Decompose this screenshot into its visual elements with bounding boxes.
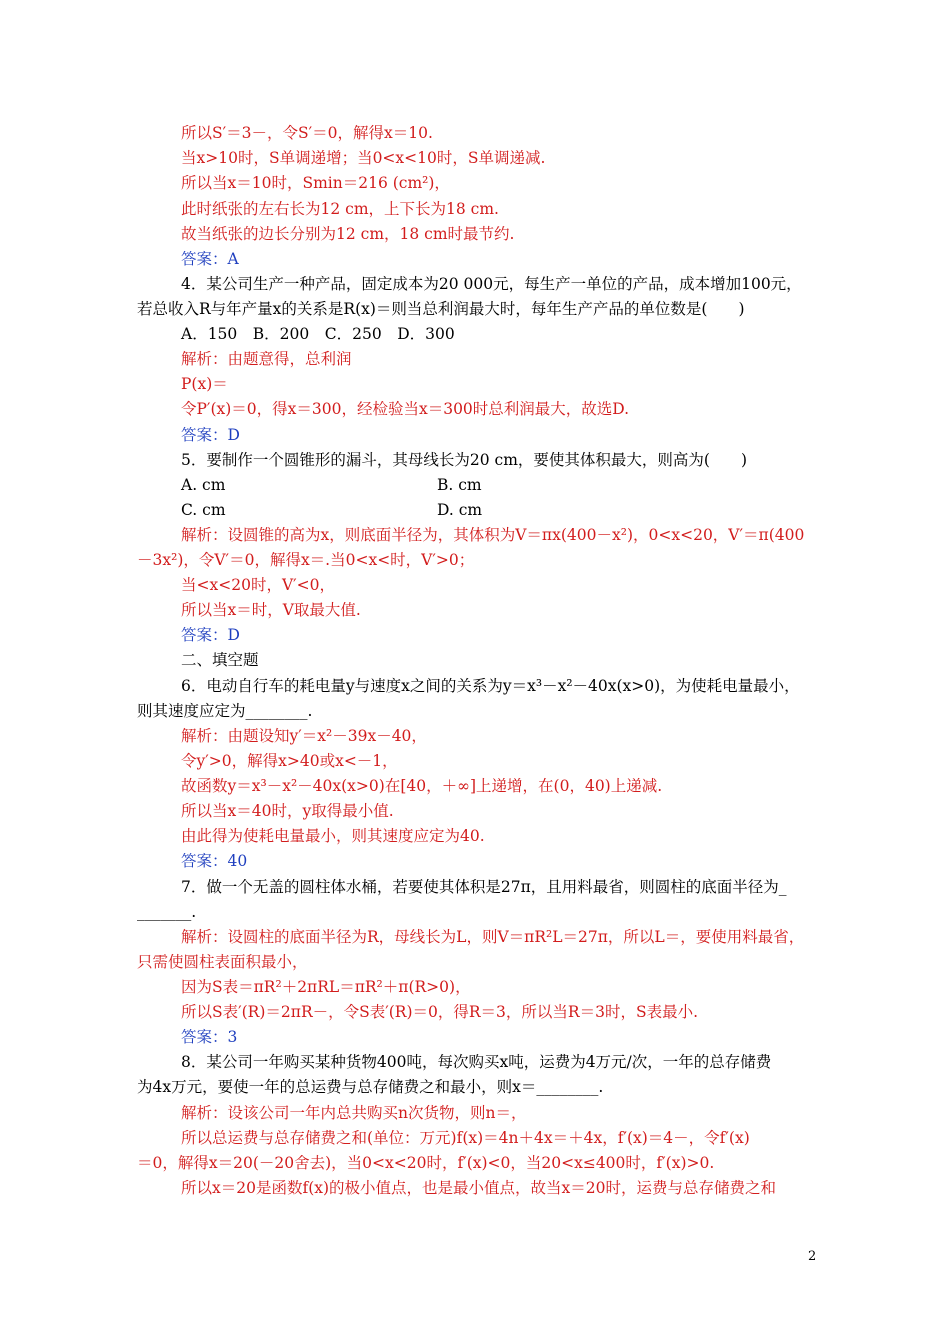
text-line: 当x>10时，S单调递增；当0<x<10时，S单调递减. xyxy=(181,149,546,167)
text-line: 解析：设圆柱的底面半径为R，母线长为L，则V＝πR²L＝27π，所以L＝，要使用料最省， xyxy=(181,928,805,946)
page-number: 2 xyxy=(808,1249,817,1264)
text-line: 此时纸张的左右长为12 cm，上下长为18 cm. xyxy=(181,200,499,218)
text-line: P(x)＝ xyxy=(181,375,228,393)
answer-line: 答案：3 xyxy=(181,1028,238,1046)
question-line: 4．某公司生产一种产品，固定成本为20 000元，每生产一单位的产品，成本增加100元， xyxy=(181,275,802,293)
question-line: 6．电动自行车的耗电量y与速度x之间的关系为y＝x³－x²－40x(x>0)，为使耗电量最小， xyxy=(181,677,800,695)
text-line: 当<x<20时，V′<0， xyxy=(181,576,336,594)
question-line: 为4x万元，要使一年的总运费与总存储费之和最小，则x＝________. xyxy=(137,1078,604,1096)
options-line: A．150 B．200 C．250 D．300 xyxy=(181,325,455,343)
text-line: ＝0，解得x＝20(－20舍去)，当0<x<20时，f′(x)<0，当20<x≤400时，f′(x)>0. xyxy=(137,1154,715,1172)
text-line: 只需使圆柱表面积最小， xyxy=(137,953,308,971)
answer-line: 答案：40 xyxy=(181,852,248,870)
section-heading: 二、填空题 xyxy=(181,651,259,669)
option-a: A. cm xyxy=(181,476,226,494)
answer-line: 答案：D xyxy=(181,626,240,644)
text-line: 解析：由题设知y′＝x²－39x－40， xyxy=(181,727,427,745)
text-line: 因为S表＝πR²＋2πRL＝πR²＋π(R>0)， xyxy=(181,978,471,996)
option-b: B. cm xyxy=(437,476,482,494)
text-line: 解析：设圆锥的高为x，则底面半径为，其体积为V＝πx(400－x²)，0<x<20，V′＝π(400 xyxy=(181,526,805,544)
text-line: 所以当x＝40时，y取得最小值. xyxy=(181,802,394,820)
text-line: 所以总运费与总存储费之和(单位：万元)f(x)＝4n＋4x＝＋4x，f′(x)＝4－，令f′(x) xyxy=(181,1129,750,1147)
question-line: 若总收入R与年产量x的关系是R(x)＝则当总利润最大时，每年生产产品的单位数是( ) xyxy=(137,300,745,318)
text-line: 故当纸张的边长分别为12 cm，18 cm时最节约. xyxy=(181,225,515,243)
text-line: 所以x＝20是函数f(x)的极小值点，也是最小值点，故当x＝20时，运费与总存储费之和 xyxy=(181,1179,777,1197)
text-line: 所以当x＝时，V取最大值. xyxy=(181,601,361,619)
text-line: 所以S′＝3－，令S′＝0，解得x＝10. xyxy=(181,124,433,142)
text-line: 由此得为使耗电量最小，则其速度应定为40. xyxy=(181,827,485,845)
text-line: －3x²)，令V′＝0，解得x＝.当0<x<时，V′>0； xyxy=(137,551,475,569)
answer-line: 答案：D xyxy=(181,426,240,444)
question-line: 则其速度应定为________. xyxy=(137,702,313,720)
option-d: D. cm xyxy=(437,501,483,519)
question-line: 5．要制作一个圆锥形的漏斗，其母线长为20 cm，要使其体积最大，则高为( ) xyxy=(181,451,747,469)
question-line: 8．某公司一年购买某种货物400吨，每次购买x吨，运费为4万元/次，一年的总存储费 xyxy=(181,1053,772,1071)
question-line: 7．做一个无盖的圆柱体水桶，若要使其体积是27π，且用料最省，则圆柱的底面半径为_ xyxy=(181,878,787,896)
text-line: 令y′>0，解得x>40或x<－1， xyxy=(181,752,398,770)
text-line: 所以当x＝10时，Smin＝216 (cm²)， xyxy=(181,174,450,192)
text-line: 故函数y＝x³－x²－40x(x>0)在[40，＋∞]上递增，在(0，40)上递减. xyxy=(181,777,663,795)
text-line: 所以S表′(R)＝2πR－，令S表′(R)＝0，得R＝3，所以当R＝3时，S表最小. xyxy=(181,1003,698,1021)
answer-line: 答案：A xyxy=(181,250,239,268)
text-line: 解析：设该公司一年内总共购买n次货物，则n＝， xyxy=(181,1104,527,1122)
text-line: 解析：由题意得，总利润 xyxy=(181,350,352,368)
text-line: 令P′(x)＝0，得x＝300，经检验当x＝300时总利润最大，故选D. xyxy=(181,400,630,418)
option-c: C. cm xyxy=(181,501,226,519)
question-line: _______. xyxy=(137,903,197,921)
